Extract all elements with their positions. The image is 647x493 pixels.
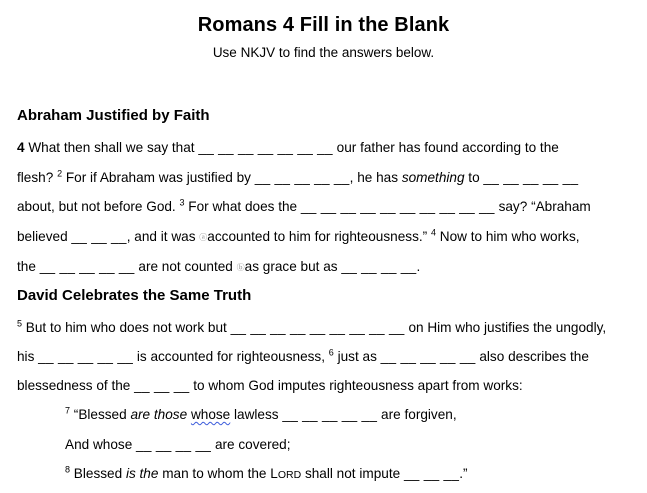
blank: __ __ __ (71, 229, 127, 244)
text-span: “Blessed (70, 407, 131, 422)
verse-number: 3 (179, 197, 185, 208)
text-span: And whose (65, 437, 137, 452)
text-line-5 (17, 259, 420, 274)
blank: __ __ __ __ (136, 437, 212, 452)
text-line-8 (17, 378, 523, 393)
text-span: just as (333, 349, 381, 364)
text-span: the (17, 259, 40, 274)
blank: __ __ __ __ __ (38, 349, 134, 364)
text-span: For what does the (184, 199, 301, 214)
text-span: are covered; (211, 437, 291, 452)
page-subtitle: Use NKJV to find the answers below. (212, 45, 435, 60)
small-caps-text: ORD (277, 469, 302, 481)
text-span: are forgiven, (377, 407, 457, 422)
text-span: accounted to him for righteousness.” (207, 229, 431, 244)
text-span: Blessed (70, 466, 126, 481)
text-line-4 (17, 229, 580, 244)
text-span: .” (459, 466, 468, 481)
text-span: believed (17, 229, 72, 244)
text-line-10 (65, 437, 291, 452)
italic-text: is the (125, 466, 159, 481)
blank: __ __ __ __ __ __ __ __ __ __ (300, 199, 495, 214)
text-span: , he has (349, 170, 402, 185)
verse-number: 4 (17, 140, 25, 155)
text-line-9 (65, 407, 457, 422)
blank: __ __ __ __ (341, 259, 417, 274)
italic-text: something (401, 170, 465, 185)
blank: __ __ __ __ __ __ __ __ __ (230, 320, 405, 335)
text-span: For if Abraham was justified by (62, 170, 255, 185)
text-span: lawless (230, 407, 283, 422)
verse-number: 8 (65, 464, 71, 475)
text-span: our father has found according to the (332, 140, 559, 155)
text-span: say? “Abraham (494, 199, 591, 214)
blank: __ __ __ __ __ (254, 170, 350, 185)
blank: __ __ __ __ __ (483, 170, 579, 185)
verse-number: 7 (65, 405, 71, 416)
blank: __ __ __ __ __ (39, 259, 135, 274)
text-span: man to whom the L (158, 466, 278, 481)
text-span: flesh? (17, 170, 58, 185)
text-span: What then shall we say that (24, 140, 199, 155)
text-span: also describes the (475, 349, 589, 364)
spellcheck-underlined-word: whose (190, 407, 231, 422)
text-span: to whom God imputes righteousness apart from works: (189, 378, 523, 393)
text-span: are not counted (134, 259, 237, 274)
text-span: But to him who does not work but (22, 320, 231, 335)
blank: __ __ __ (134, 378, 190, 393)
page-title: Romans 4 Fill in the Blank (197, 14, 450, 36)
section-heading-david: David Celebrates the Same Truth (17, 287, 252, 304)
footnote-marker-icon: ⓑ (236, 263, 245, 272)
blank: __ __ __ (403, 466, 460, 481)
text-line-11 (65, 466, 468, 481)
italic-text: are those (130, 407, 188, 422)
text-span: his (17, 349, 39, 364)
text-span: blessedness of the (17, 378, 135, 393)
text-span: is accounted for righteousness, (133, 349, 329, 364)
text-line-2 (17, 170, 578, 185)
text-span: , and it was (126, 229, 200, 244)
verse-number: 5 (17, 318, 23, 329)
text-span: shall not impute (301, 466, 404, 481)
text-line-6 (17, 320, 606, 335)
blank: __ __ __ __ __ (380, 349, 476, 364)
text-span: on Him who justifies the ungodly, (404, 320, 607, 335)
text-span: Now to him who works, (435, 229, 580, 244)
text-span: about, but not before God. (17, 199, 180, 214)
blank: __ __ __ __ __ __ __ (198, 140, 333, 155)
text-line-1 (17, 140, 559, 155)
blank: __ __ __ __ __ (282, 407, 378, 422)
text-span: . (416, 259, 421, 274)
text-span: to (464, 170, 484, 185)
verse-number: 6 (328, 347, 334, 358)
text-line-7 (17, 349, 589, 364)
text-span: as grace but as (244, 259, 342, 274)
verse-number: 4 (430, 227, 436, 238)
text-line-3 (17, 199, 591, 214)
verse-number: 2 (57, 168, 63, 179)
section-heading-abraham: Abraham Justified by Faith (17, 107, 210, 124)
footnote-marker-icon: ⓐ (199, 233, 208, 242)
